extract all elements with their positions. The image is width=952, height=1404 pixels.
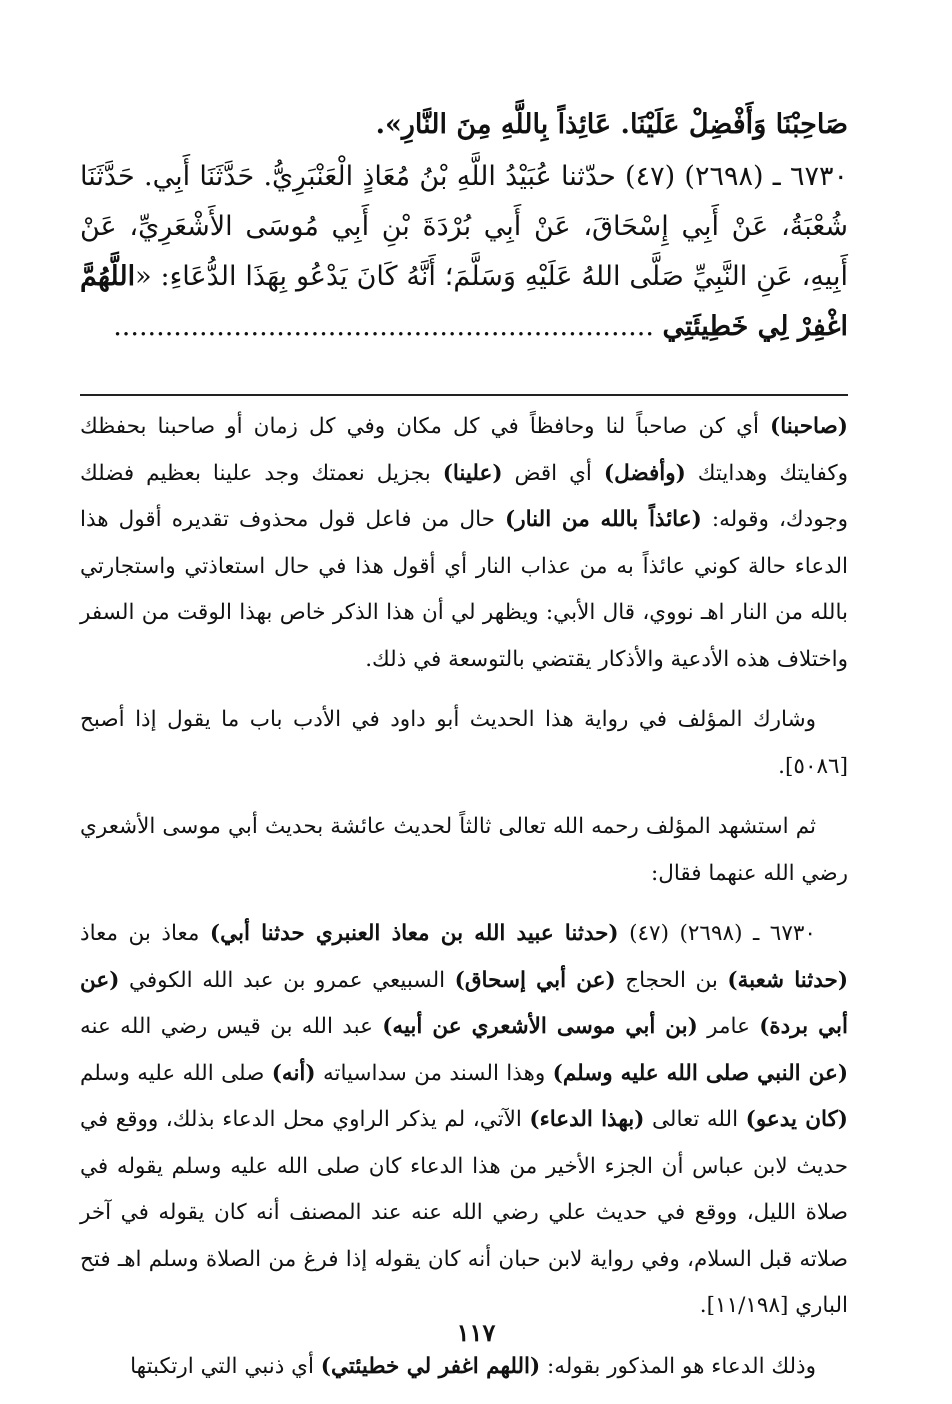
commentary-text: الآتي، لم يذكر الراوي محل الدعاء بذلك، ووقع في حديث لابن عباس أن الجزء الأخير من هذا الدعاء كان صلى الله عليه وسلم يقوله في صلاة الليل، ووقع في حديث علي رضي الله عنه عند المصنف أنه كان يقوله في آخر صلاته قبل السلام، وفي رواية لابن حبان أنه كان يقوله إذا فرغ من الصلاة وسلم اهـ فتح الباري [١١/١٩٨]. [80,1107,848,1318]
commentary-paragraph-4 [80,911,848,1330]
hadith-paragraph-6730 [80,152,848,352]
commentary-term: (عن أبي إسحاق) [454,967,616,993]
hadith-matn [80,100,848,352]
commentary-text: ٦٧٣٠ ـ (٢٦٩٨) (٤٧) [618,921,816,946]
commentary-paragraph-3: ثم استشهد المؤلف رحمه الله تعالى ثالثاً لحديث عائشة بحديث أبي موسى الأشعري رضي الله عنهما فقال: [80,814,848,886]
commentary-term: (حدثنا شعبة) [727,967,848,993]
commentary-term: (عن أبي بردة) [80,967,848,1039]
hadith-dua-text: اللَّهُمَّ اغْفِرْ لِي خَطِيئَتِي [80,261,848,342]
commentary-term: (حدثنا عبيد الله بن معاذ العنبري حدثنا أبي) [209,921,619,946]
commentary-paragraph-5 [80,1344,848,1391]
commentary-term: (كان يدعو) [745,1107,848,1132]
commentary-text: بن الحجاج [615,967,728,993]
commentary-text: أي ذنبي التي ارتكبتها [130,1353,321,1379]
commentary-paragraph-1 [80,404,848,683]
commentary-term: (اللهم اغفر لي خطيئتي) [320,1353,541,1379]
commentary-term: (صاحبنا) [770,414,848,439]
page-number: ١١٧ [456,1318,496,1347]
commentary-term: (بهذا الدعاء) [529,1107,645,1132]
commentary-text: وهذا السند من سداسياته [315,1060,553,1086]
hadith-line-1: صَاحِبْنَا وَأَفْضِلْ عَلَيْنَا. عَائِذاً بِاللَّهِ مِنَ النَّارِ». [375,109,848,140]
commentary-term: (علينا) [442,460,503,486]
commentary-paragraph-2: وشارك المؤلف في رواية هذا الحديث أبو داود في الأدب باب ما يقول إذا أصبح [٥٠٨٦]. [80,707,848,779]
commentary-text: أي اقض [502,460,604,486]
commentary-term: (بن أبي موسى الأشعري عن أبيه) [382,1014,698,1039]
commentary-text: عبد الله بن قيس رضي الله عنه [80,1014,383,1039]
footnote-divider [80,394,848,396]
commentary-term: (وأفضل) [603,460,686,486]
commentary-term: (عائذاً بالله من النار) [505,507,702,532]
commentary-text: وذلك الدعاء هو المذكور بقوله: [540,1353,816,1379]
commentary-text: عامر [697,1014,760,1039]
commentary-text: السبيعي عمرو بن عبد الله الكوفي [119,967,455,993]
commentary-text: معاذ بن معاذ [80,921,210,946]
commentary-text: الله تعالى [644,1107,746,1132]
commentary-term: (أنه) [271,1060,316,1086]
commentary-text: بجزيل نعمتك وجد علينا بعظيم فضلك وجودك، وقوله: [80,460,848,532]
commentary-term: (عن النبي صلى الله عليه وسلم) [552,1060,848,1086]
commentary-text: حال من فاعل قول محذوف تقديره أقول هذا الدعاء حالة كوني عائذاً به من عذاب النار أي أقول هذا في حال استعاذتي واستجارتي بالله من النار اهـ نووي، قال الأبي: ويظهر لي أن هذا الذكر خاص بهذا الوقت من السفر واختلاف هذه الأدعية والأذكار يقتضي بالتوسعة في ذلك. [80,507,848,672]
hadith-continuation-dots: ............................................................... [113,311,663,342]
commentary-text: صلى الله عليه وسلم [80,1060,272,1086]
commentary-block [80,404,848,1404]
hadith-isnad: ٦٧٣٠ ـ (٢٦٩٨) (٤٧) حدّثنا عُبَيْدُ اللَّهِ بْنُ مُعَاذٍ الْعَنْبَرِيُّ. حَدَّثَنَا أَبِي. حَدَّثَنَا شُعْبَةُ، عَنْ أَبِي إِسْحَاقَ، عَنْ أَبِي بُرْدَةَ بْنِ أَبِي مُوسَى الأَشْعَرِيِّ، عَنْ أَبِيهِ، عَنِ النَّبِيِّ صَلَّى اللهُ عَلَيْهِ وَسَلَّمَ؛ أَنَّهُ كَانَ يَدْعُو بِهَذَا الدُّعَاءِ: « [80,161,849,292]
hadith-text-block [80,100,848,352]
commentary-text: أي كن صاحباً لنا وحافظاً في كل مكان وفي كل زمان أو صاحبنا بحفظك وكفايتك وهدايتك [80,414,848,486]
